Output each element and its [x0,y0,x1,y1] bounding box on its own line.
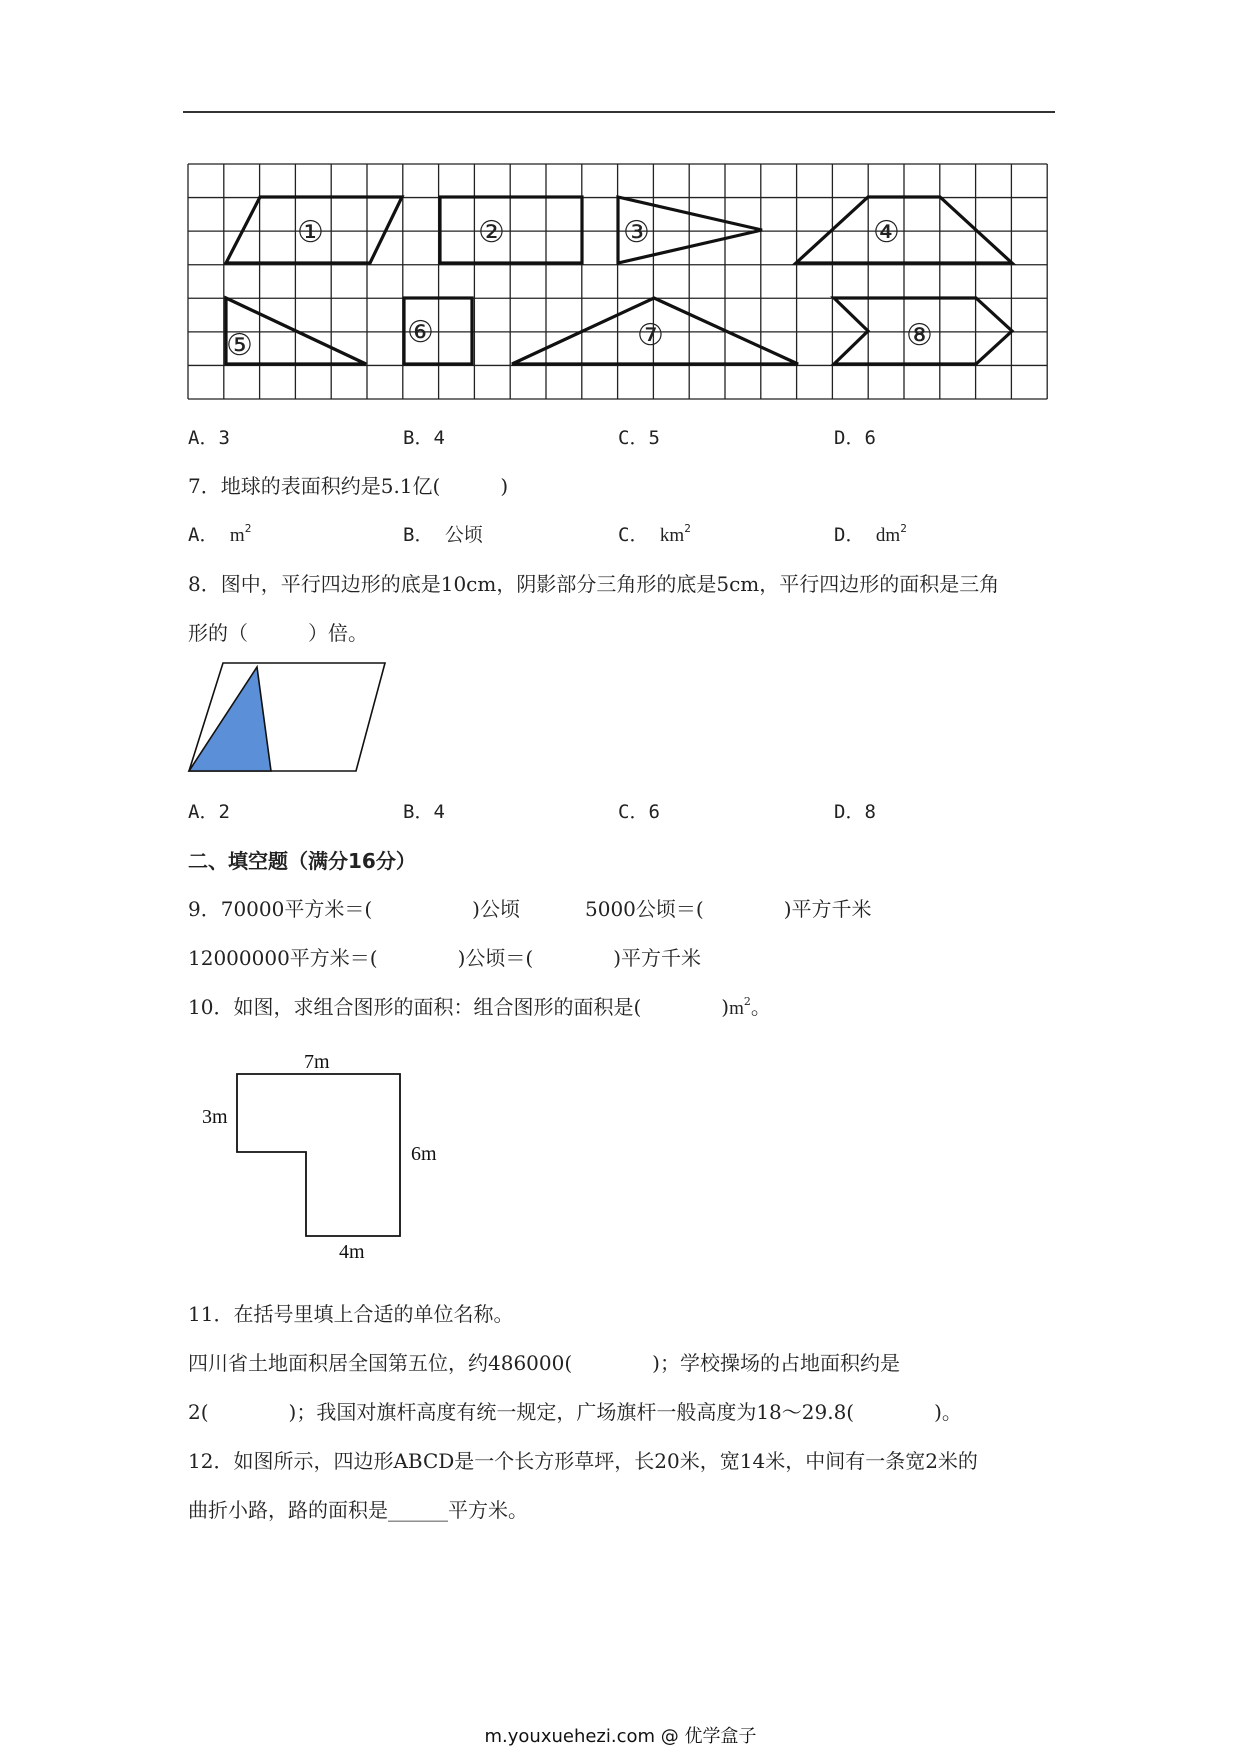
shape-label-7: ⑦ [637,318,664,353]
shape-label-6: ⑥ [407,315,434,350]
label-right-6m: 6m [411,1143,437,1165]
q7-question: 7．地球的表面积约是5.1亿( ) [188,474,509,498]
shape-label-1: ① [297,215,324,250]
q7-option-a-sup: 2 [244,522,252,535]
q7-option-c-letter: C． [618,524,649,546]
section-2-title: 二、填空题（满分16分） [188,849,416,873]
q10-unit: m [729,998,744,1019]
shape-label-2: ② [478,215,505,250]
footer-watermark: m.youxuehezi.com @ 优学盒子 [484,1726,757,1747]
q11-line3: 2( )；我国对旗杆高度有统一规定，广场旗杆一般高度为18～29.8( )。 [188,1400,962,1424]
shape-label-3: ③ [623,215,650,250]
q8-option-d: D．8 [834,801,876,823]
q7-option-b-letter: B． [403,524,434,546]
q10-question-text: 10．如图，求组合图形的面积：组合图形的面积是( ) [188,995,730,1019]
q7-option-b-unit: 公顷 [444,524,483,546]
q6-option-d: D．6 [834,427,876,449]
label-bottom-4m: 4m [339,1241,365,1263]
q7-option-a-letter: A． [188,524,219,546]
l-shape-outline [237,1074,400,1236]
q7-option-d-letter: D． [834,524,865,546]
q7-option-a-unit: m [229,525,245,546]
shape-label-8: ⑧ [906,318,933,353]
q10-end: 。 [750,995,771,1019]
shape-label-4: ④ [873,215,900,250]
q11-line1: 11．在括号里填上合适的单位名称。 [188,1302,514,1326]
q6-option-c: C．5 [618,427,660,449]
q8-option-c: C．6 [618,801,660,823]
q6-option-b: B．4 [403,427,445,449]
q7-option-d-unit: dm [875,525,901,546]
q8-question-line1: 8．图中，平行四边形的底是10cm，阴影部分三角形的底是5cm，平行四边形的面积是三角 [188,572,1000,596]
shape-label-5: ⑤ [226,328,253,363]
q9-line1-part2: 5000公顷＝( )平方千米 [585,897,872,921]
q7-option-c-sup: 2 [684,522,691,535]
label-left-3m: 3m [202,1106,228,1128]
q7-option-c-unit: km [659,525,685,546]
q8-question-line2: 形的（ ）倍。 [188,621,368,645]
q9-line1-part1: 9．70000平方米＝( )公顷 [188,897,520,921]
q12-line2: 曲折小路，路的面积是______平方米。 [188,1498,528,1522]
q8-option-b: B．4 [403,801,445,823]
q12-line1: 12．如图所示，四边形ABCD是一个长方形草坪，长20米，宽14米，中间有一条宽2米的 [188,1449,978,1473]
q7-option-d-sup: 2 [900,522,907,535]
q11-line2: 四川省土地面积居全国第五位，约486000( )；学校操场的占地面积约是 [188,1351,900,1375]
q10-unit-sup: 2 [743,995,751,1008]
label-top-7m: 7m [304,1051,330,1073]
q9-line2: 12000000平方米＝( )公顷＝( )平方千米 [188,946,702,970]
q8-option-a: A．2 [188,801,230,823]
q6-option-a: A．3 [188,427,230,449]
